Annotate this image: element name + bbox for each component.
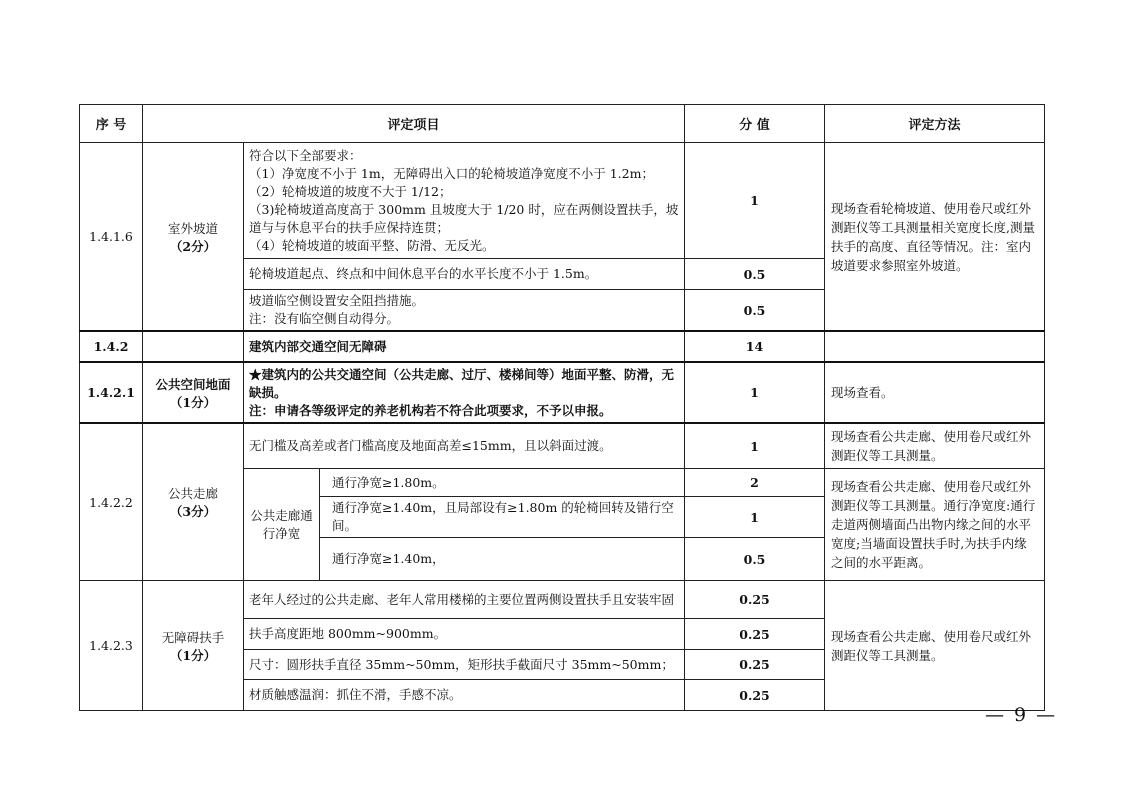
group-label: 公共走廊通行净宽 [244,469,320,581]
header-item: 评定项目 [143,105,685,143]
requirement-text: 材质触感温润：抓住不滑，手感不凉。 [244,680,685,711]
requirement-text: 通行净宽≥1.80m。 [320,469,685,497]
row-name-cell [143,581,244,711]
empty-cell [825,331,1045,362]
row-points: （2分） [169,238,217,254]
requirement-line: 坡道临空侧设置安全阻挡措施。 [249,293,425,308]
row-points: （1分） [169,647,217,663]
row-id: 1.4.2.1 [80,362,143,423]
requirement-text [244,143,685,259]
score-cell: 0.5 [685,290,825,332]
requirement-line: ★建筑内的公共交通空间（公共走廊、过厅、楼梯间等）地面平整、防滑，无缺损。 [249,366,675,400]
row-name-cell [143,143,244,332]
score-cell: 0.5 [685,538,825,581]
table-row [80,423,1045,469]
row-name-cell [143,423,244,581]
header-no: 序 号 [80,105,143,143]
row-name: 无障碍扶手 [161,629,225,645]
method-cell: 现场查看。 [825,362,1045,423]
requirement-line: （4）轮椅坡道的坡面平整、防滑、无反光。 [249,237,495,253]
score-cell: 0.25 [685,581,825,619]
requirement-text: 扶手高度距地 800mm~900mm。 [244,619,685,650]
header-method: 评定方法 [825,105,1045,143]
requirement-line: （3)轮椅坡道高度高于 300mm 且坡度大于 1/20 时，应在两侧设置扶手，坡道与与休息平台的扶手应保持连贯； [249,201,679,235]
requirement-line: （2）轮椅坡道的坡度不大于 1/12； [249,183,452,199]
method-cell: 现场查看公共走廊、使用卷尺或红外测距仪等工具测量。 [825,423,1045,469]
score-cell: 1 [685,362,825,423]
score-cell: 2 [685,469,825,497]
row-points: （3分） [169,504,217,519]
requirement-text: 通行净宽≥1.40m， [320,538,685,581]
score-cell: 0.25 [685,650,825,680]
requirement-line: 注：没有临空侧自动得分。 [249,311,400,326]
table-row [80,362,1045,423]
table-row [80,143,1045,259]
section-title: 建筑内部交通空间无障碍 [244,331,685,362]
requirement-text: 无门槛及高差或者门槛高度及地面高差≤15mm，且以斜面过渡。 [244,423,685,469]
score-cell: 1 [685,423,825,469]
row-name: 公共空间地面 [155,376,231,392]
score-cell: 0.25 [685,680,825,711]
table-header-row [80,105,1045,143]
score-cell: 1 [685,497,825,538]
method-cell: 现场查看公共走廊、使用卷尺或红外测距仪等工具测量。 [825,581,1045,711]
requirement-text: 尺寸：圆形扶手直径 35mm~50mm，矩形扶手截面尺寸 35mm~50mm； [244,650,685,680]
page-number: — 9 — [985,704,1058,726]
requirement-note: 注：申请各等级评定的养老机构若不符合此项要求，不予以申报。 [249,402,612,418]
score-cell: 14 [685,331,825,362]
requirement-line: （1）净宽度不小于 1m，无障碍出入口的轮椅坡道净宽度不小于 1.2m； [249,165,654,181]
requirement-text [244,290,685,332]
score-cell: 0.5 [685,259,825,290]
requirement-text: 通行净宽≥1.40m，且局部设有≥1.80m 的轮椅回转及错行空间。 [320,497,685,538]
method-cell: 现场查看轮椅坡道、使用卷尺或红外测距仪等工具测量相关宽度长度,测量扶手的高度、直径等情况。注：室内坡道要求参照室外坡道。 [825,143,1045,332]
row-points: （1分） [169,394,217,410]
requirement-line: 符合以下全部要求： [249,147,362,163]
row-id: 1.4.2.2 [80,423,143,581]
header-score: 分 值 [685,105,825,143]
row-id: 1.4.2.3 [80,581,143,711]
method-cell: 现场查看公共走廊、使用卷尺或红外测距仪等工具测量。通行净宽度:通行走道两侧墙面凸出物内缘之间的水平宽度;当墙面设置扶手时,为扶手内缘之间的水平距离。 [825,469,1045,581]
empty-cell [143,331,244,362]
table-row [80,581,1045,619]
score-cell: 0.25 [685,619,825,650]
row-id: 1.4.1.6 [80,143,143,332]
row-name-cell [143,362,244,423]
row-name: 室外坡道 [167,220,218,236]
requirement-text [244,362,685,423]
requirement-text: 轮椅坡道起点、终点和中间休息平台的水平长度不小于 1.5m。 [244,259,685,290]
requirement-text: 老年人经过的公共走廊、老年人常用楼梯的主要位置两侧设置扶手且安装牢固 [244,581,685,619]
evaluation-table [79,104,1045,711]
row-id: 1.4.2 [80,331,143,362]
score-cell: 1 [685,143,825,259]
row-name: 公共走廊 [167,486,218,501]
section-row [80,331,1045,362]
